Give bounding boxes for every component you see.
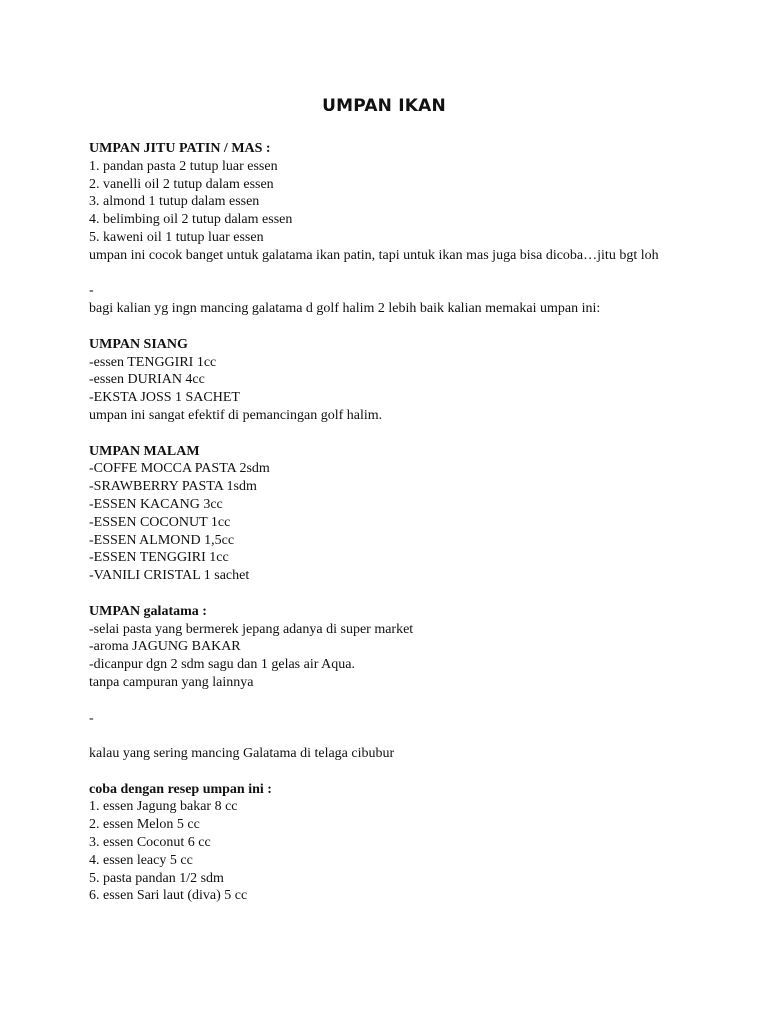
intro-golf-text: bagi kalian yg ingn mancing galatama d golf halim 2 lebih baik kalian memakai umpan ini:	[89, 301, 601, 317]
section-note-patin: umpan ini cocok banget untuk galatama ikan patin, tapi untuk ikan mas juga bisa dicoba…jitu bgt loh	[89, 247, 659, 263]
list-item: -selai pasta yang bermerek jepang adanya di super market	[89, 621, 414, 637]
list-item: -ESSEN ALMOND 1,5cc	[89, 532, 235, 548]
list-item: -SRAWBERRY PASTA 1sdm	[89, 479, 257, 495]
list-item: 5. pasta pandan 1/2 sdm	[89, 870, 224, 886]
document-title: UMPAN IKAN	[322, 96, 446, 116]
list-item: -ESSEN COCONUT 1cc	[89, 514, 231, 530]
section-note-galatama: tanpa campuran yang lainnya	[89, 674, 254, 690]
list-item: -aroma JAGUNG BAKAR	[89, 639, 241, 655]
section-note-siang: umpan ini sangat efektif di pemancingan golf halim.	[89, 407, 383, 423]
list-item: 3. almond 1 tutup dalam essen	[89, 194, 260, 210]
list-item: 4. belimbing oil 2 tutup dalam essen	[89, 212, 293, 228]
section-heading-resep: coba dengan resep umpan ini :	[89, 781, 272, 797]
list-item: 1. essen Jagung bakar 8 cc	[89, 799, 238, 815]
list-item: -dicanpur dgn 2 sdm sagu dan 1 gelas air Aqua.	[89, 657, 355, 673]
section-heading-patin: UMPAN JITU PATIN / MAS :	[89, 141, 271, 156]
section-heading-galatama: UMPAN galatama :	[89, 603, 207, 619]
list-item: -ESSEN KACANG 3cc	[89, 496, 223, 512]
section-heading-siang: UMPAN SIANG	[89, 336, 188, 352]
document-body	[89, 140, 679, 905]
list-item: -ESSEN TENGGIRI 1cc	[89, 550, 229, 566]
separator-dash: -	[89, 710, 94, 726]
separator-dash: -	[89, 283, 94, 299]
list-item: 4. essen leacy 5 cc	[89, 852, 193, 868]
list-item: -essen TENGGIRI 1cc	[89, 354, 217, 370]
list-item: 2. essen Melon 5 cc	[89, 817, 200, 833]
list-item: -COFFE MOCCA PASTA 2sdm	[89, 461, 270, 477]
list-item: 3. essen Coconut 6 cc	[89, 835, 211, 851]
list-item: -EKSTA JOSS 1 SACHET	[89, 390, 240, 406]
intro-cibubur-text: kalau yang sering mancing Galatama di telaga cibubur	[89, 746, 395, 762]
list-item: -essen DURIAN 4cc	[89, 372, 205, 388]
list-item: 5. kaweni oil 1 tutup luar essen	[89, 229, 264, 245]
section-heading-malam: UMPAN MALAM	[89, 443, 200, 459]
list-item: 1. pandan pasta 2 tutup luar essen	[89, 158, 278, 174]
list-item: 2. vanelli oil 2 tutup dalam essen	[89, 176, 274, 192]
list-item: -VANILI CRISTAL 1 sachet	[89, 568, 250, 584]
list-item: 6. essen Sari laut (diva) 5 cc	[89, 888, 248, 904]
